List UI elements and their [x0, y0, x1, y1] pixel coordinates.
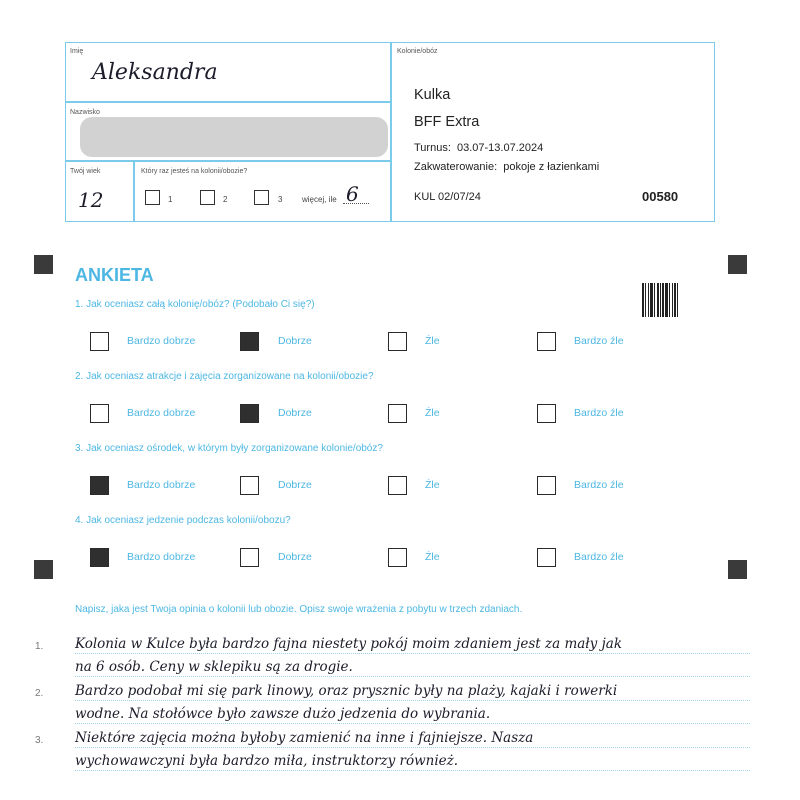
- age-value: 12: [78, 188, 104, 212]
- question-2-option-1-label: Bardzo dobrze: [127, 407, 196, 419]
- times-checkbox-1[interactable]: [145, 190, 160, 205]
- times-option-1: 1: [168, 195, 173, 204]
- question-4-option-3-label: Źle: [425, 551, 440, 563]
- opinion-handwritten-line: wychowawczyni była bardzo miła, instruktorzy również.: [75, 753, 459, 769]
- question-2-option-3-label: Źle: [425, 407, 440, 419]
- question-1-option-1-checkbox[interactable]: [90, 332, 109, 351]
- opinion-handwritten-line: Niektóre zajęcia można byłoby zamienić na inne i fajniejsze. Nasza: [75, 730, 534, 746]
- opinion-dotted-line: [75, 747, 750, 748]
- times-more-label: więcej, ile: [302, 195, 337, 204]
- question-2-option-1-checkbox[interactable]: [90, 404, 109, 423]
- question-1-option-2-label: Dobrze: [278, 335, 312, 347]
- opinion-dotted-line: [75, 700, 750, 701]
- redacted-surname: [80, 117, 388, 157]
- row-divider: [65, 160, 390, 162]
- question-1-option-3-checkbox[interactable]: [388, 332, 407, 351]
- question-3-option-4-checkbox[interactable]: [537, 476, 556, 495]
- alignment-marker: [34, 255, 53, 274]
- times-option-3: 3: [278, 195, 283, 204]
- survey-title: ANKIETA: [75, 265, 154, 285]
- question-1-option-1-label: Bardzo dobrze: [127, 335, 196, 347]
- question-1-option-3-label: Źle: [425, 335, 440, 347]
- question-2-option-2-label: Dobrze: [278, 407, 312, 419]
- accommodation: Zakwaterowanie: pokoje z łazienkami: [414, 161, 600, 173]
- alignment-marker: [34, 560, 53, 579]
- camp-code: KUL 02/07/24: [414, 191, 481, 203]
- age-label: Twój wiek: [70, 168, 101, 175]
- opinion-dotted-line: [75, 676, 750, 677]
- times-checkbox-2[interactable]: [200, 190, 215, 205]
- question-2-option-2-checkbox[interactable]: [240, 404, 259, 423]
- question-4-option-4-label: Bardzo źle: [574, 551, 624, 563]
- question-3-option-4-label: Bardzo źle: [574, 479, 624, 491]
- question-4-option-4-checkbox[interactable]: [537, 548, 556, 567]
- name-value: Aleksandra: [92, 60, 218, 85]
- form-number: 00580: [642, 189, 679, 204]
- question-2-option-3-checkbox[interactable]: [388, 404, 407, 423]
- opinion-handwritten-line: Kolonia w Kulce była bardzo fajna niestety pokój moim zdaniem jest za mały jak: [75, 636, 623, 652]
- times-option-2: 2: [223, 195, 228, 204]
- opinion-dotted-line: [75, 770, 750, 771]
- camp-name: Kulka: [414, 87, 451, 103]
- question-2-option-4-checkbox[interactable]: [537, 404, 556, 423]
- opinion-number-3: 3.: [35, 735, 44, 746]
- question-3-option-3-label: Źle: [425, 479, 440, 491]
- question-3-option-1-checkbox[interactable]: [90, 476, 109, 495]
- opinion-dotted-line: [75, 723, 750, 724]
- opinion-number-2: 2.: [35, 688, 44, 699]
- question-3-option-2-checkbox[interactable]: [240, 476, 259, 495]
- question-3-option-2-label: Dobrze: [278, 479, 312, 491]
- camp-program: BFF Extra: [414, 114, 480, 130]
- question-3-text: 3. Jak oceniasz ośrodek, w którym były zorganizowane kolonie/obóz?: [75, 443, 383, 454]
- question-4-option-3-checkbox[interactable]: [388, 548, 407, 567]
- alignment-marker: [728, 560, 747, 579]
- times-checkbox-3[interactable]: [254, 190, 269, 205]
- question-4-option-2-label: Dobrze: [278, 551, 312, 563]
- opinion-handwritten-line: na 6 osób. Ceny w sklepiku są za drogie.: [75, 659, 353, 675]
- surname-label: Nazwisko: [70, 109, 100, 116]
- times-label: Który raz jesteś na kolonii/obozie?: [141, 168, 248, 175]
- question-4-text: 4. Jak oceniasz jedzenie podczas kolonii/obozu?: [75, 515, 291, 526]
- question-3-option-3-checkbox[interactable]: [388, 476, 407, 495]
- age-divider: [133, 160, 135, 222]
- question-3-option-1-label: Bardzo dobrze: [127, 479, 196, 491]
- turnus: Turnus: 03.07-13.07.2024: [414, 142, 544, 154]
- name-label: Imię: [70, 48, 84, 55]
- camp-label: Kolonie/obóz: [397, 48, 438, 55]
- question-1-option-4-label: Bardzo źle: [574, 335, 624, 347]
- question-1-option-4-checkbox[interactable]: [537, 332, 556, 351]
- opinion-handwritten-line: Bardzo podobał mi się park linowy, oraz prysznic były na plaży, kajaki i rowerki: [75, 683, 618, 699]
- opinion-handwritten-line: wodne. Na stołówce było zawsze dużo jedzenia do wybrania.: [75, 706, 491, 722]
- question-4-option-2-checkbox[interactable]: [240, 548, 259, 567]
- question-2-text: 2. Jak oceniasz atrakcje i zajęcia zorganizowane na kolonii/obozie?: [75, 371, 374, 382]
- question-2-option-4-label: Bardzo źle: [574, 407, 624, 419]
- alignment-marker: [728, 255, 747, 274]
- times-more-value: 6: [346, 182, 359, 206]
- barcode: [642, 283, 694, 317]
- question-1-option-2-checkbox[interactable]: [240, 332, 259, 351]
- question-4-option-1-checkbox[interactable]: [90, 548, 109, 567]
- question-1-text: 1. Jak oceniasz całą kolonię/obóz? (Podobało Ci się?): [75, 299, 315, 310]
- opinion-dotted-line: [75, 653, 750, 654]
- row-divider: [65, 101, 390, 103]
- opinion-number-1: 1.: [35, 641, 44, 652]
- header-divider: [390, 42, 392, 222]
- question-4-option-1-label: Bardzo dobrze: [127, 551, 196, 563]
- opinion-prompt: Napisz, jaka jest Twoja opinia o kolonii lub obozie. Opisz swoje wrażenia z pobytu w trzech zdaniach.: [75, 604, 523, 615]
